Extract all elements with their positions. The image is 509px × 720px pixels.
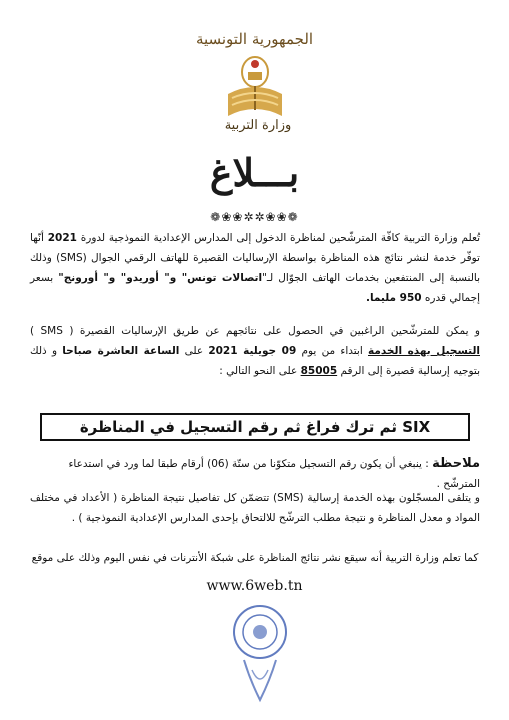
intro-text-3: وذلك بالنسبة إلى المنتفعين بخدمات الهاتف الجوّال لـ" xyxy=(30,252,481,284)
intro-text-2: أنّها توفّر خدمة لنشر نتائج هذه المناظرة بواسطة الإرساليات القصيرة للهاتف الرقمي الجوال xyxy=(30,232,480,264)
title-ornament: ❁❀❀✲✲❀❀❁ xyxy=(210,210,299,224)
paragraph-details: و يتلقى المسجّلون بهذه الخدمة إرسالية (SMS) تتضمّن كل تفاصيل نتيجة المناظرة ( الأعداد في مختلف المواد و معدل المناظرة و نتيجة مطلب الترشّح للالتحاق بإحدى المدارس الإعدادية النموذجية ) . xyxy=(30,492,480,524)
note-label: ملاحظة xyxy=(432,456,480,471)
reg-text-5: على النحو التالي : xyxy=(219,365,298,377)
paragraph-intro xyxy=(30,228,480,308)
start-date: 09 جويلية 2021 xyxy=(208,345,297,357)
announcement-title: بـــلاغ xyxy=(209,150,300,195)
operators: اتصالات تونس" و" أوريدو" و" أورونج" xyxy=(58,272,263,284)
official-stamp-icon xyxy=(230,600,290,710)
website-link[interactable]: www.6web.tn xyxy=(206,578,303,594)
sms-format-box: SIX ثم ترك فراغ ثم رقم التسجيل في المناظرة xyxy=(40,413,470,441)
sms-number: 85005 xyxy=(300,365,338,377)
paragraph-registration xyxy=(30,321,480,381)
intro-text-4: بسعر إجمالي قدره xyxy=(30,272,480,304)
reg-text-1: و يمكن للمترشّحين الراغبين في الحصول على نتائجهم عن طريق الإرساليات القصيرة xyxy=(79,325,480,337)
reg-text-3: على xyxy=(184,345,204,357)
paragraph-internet: كما تعلم وزارة التربية أنه سيقع نشر نتائج المناظرة على شبكة الأنترنات في نفس اليوم وذلك على موقع xyxy=(31,552,479,564)
note-text: : ينبغي أن يكون رقم التسجيل متكوّنا من ستّة (06) أرقام طبقا لما ورد في استدعاء المترشّح . xyxy=(68,458,480,490)
reg-text-4: و ذلك بتوجيه إرسالية قصيرة إلى الرقم xyxy=(30,345,480,377)
price: 950 مليما. xyxy=(365,292,422,304)
exam-year: 2021 xyxy=(47,232,77,244)
intro-text-1: تُعلم وزارة التربية كافّة المترشّحين لمناظرة الدخول إلى المدارس الإعدادية النموذجية لدورة xyxy=(80,232,480,244)
reg-text-2: ابتداء من يوم xyxy=(301,345,363,357)
sms-label: (SMS) xyxy=(56,252,87,264)
ministry-name: وزارة التربية xyxy=(224,118,292,133)
start-time: الساعة العاشرة صباحا xyxy=(62,345,180,357)
registration-label: التسجيل بهذه الخدمة xyxy=(368,345,480,357)
republic-header: الجمهورية التونسية xyxy=(195,30,314,48)
reg-sms-label: ( SMS ) xyxy=(30,325,74,337)
